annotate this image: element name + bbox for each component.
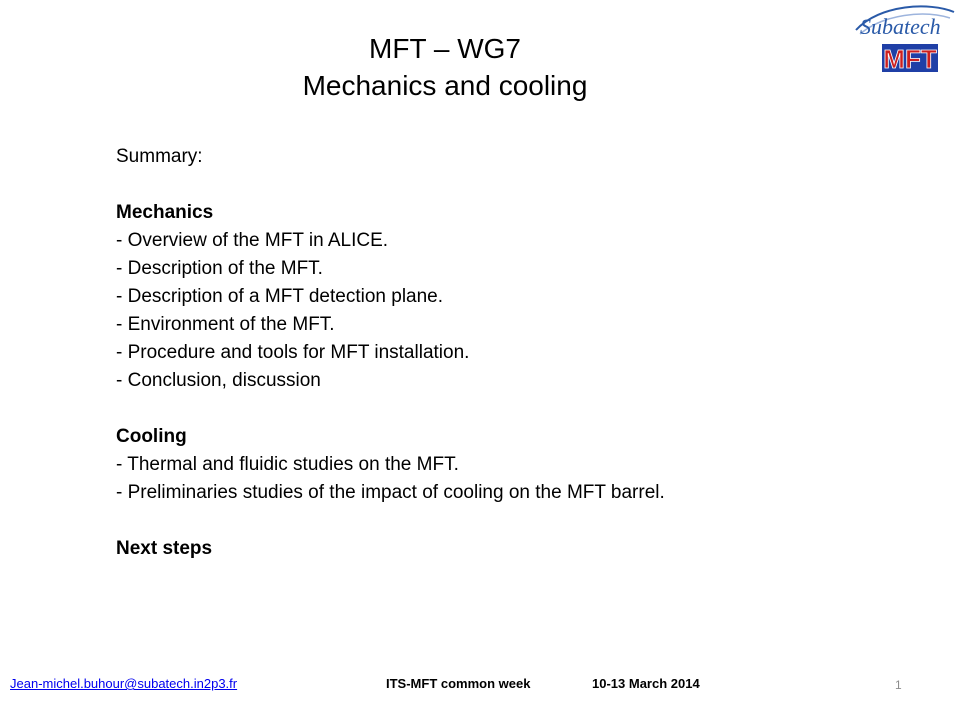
summary-body <box>116 143 896 563</box>
mft-logo-text: MFT <box>883 44 937 74</box>
slide-title <box>200 30 690 104</box>
subatech-logo-text: Subatech <box>860 14 941 39</box>
section-heading: Cooling <box>116 426 187 447</box>
section-cooling <box>116 423 896 507</box>
author-email-link[interactable]: Jean-michel.buhour@subatech.in2p3.fr <box>10 676 238 691</box>
slide-footer <box>0 676 960 700</box>
list-item: - Description of the MFT. <box>116 258 323 279</box>
event-date: 10-13 March 2014 <box>592 676 700 691</box>
event-name: ITS-MFT common week <box>386 676 531 691</box>
section-heading: Next steps <box>116 538 213 559</box>
section-mechanics <box>116 199 896 395</box>
list-item: - Overview of the MFT in ALICE. <box>116 230 389 251</box>
mft-logo <box>880 40 940 76</box>
title-line-1: MFT – WG7 <box>369 33 521 64</box>
list-item: - Environment of the MFT. <box>116 314 335 335</box>
section-next-steps <box>116 535 896 563</box>
list-item: - Thermal and fluidic studies on the MFT. <box>116 454 459 475</box>
list-item: - Preliminaries studies of the impact of cooling on the MFT barrel. <box>116 482 665 503</box>
list-item: - Procedure and tools for MFT installation. <box>116 342 470 363</box>
title-line-2: Mechanics and cooling <box>302 70 588 101</box>
list-item: - Description of a MFT detection plane. <box>116 286 444 307</box>
subatech-logo <box>850 0 958 44</box>
summary-label: Summary: <box>116 146 203 167</box>
page-number: 1 <box>895 678 902 692</box>
section-heading: Mechanics <box>116 202 214 223</box>
list-item: - Conclusion, discussion <box>116 370 321 391</box>
